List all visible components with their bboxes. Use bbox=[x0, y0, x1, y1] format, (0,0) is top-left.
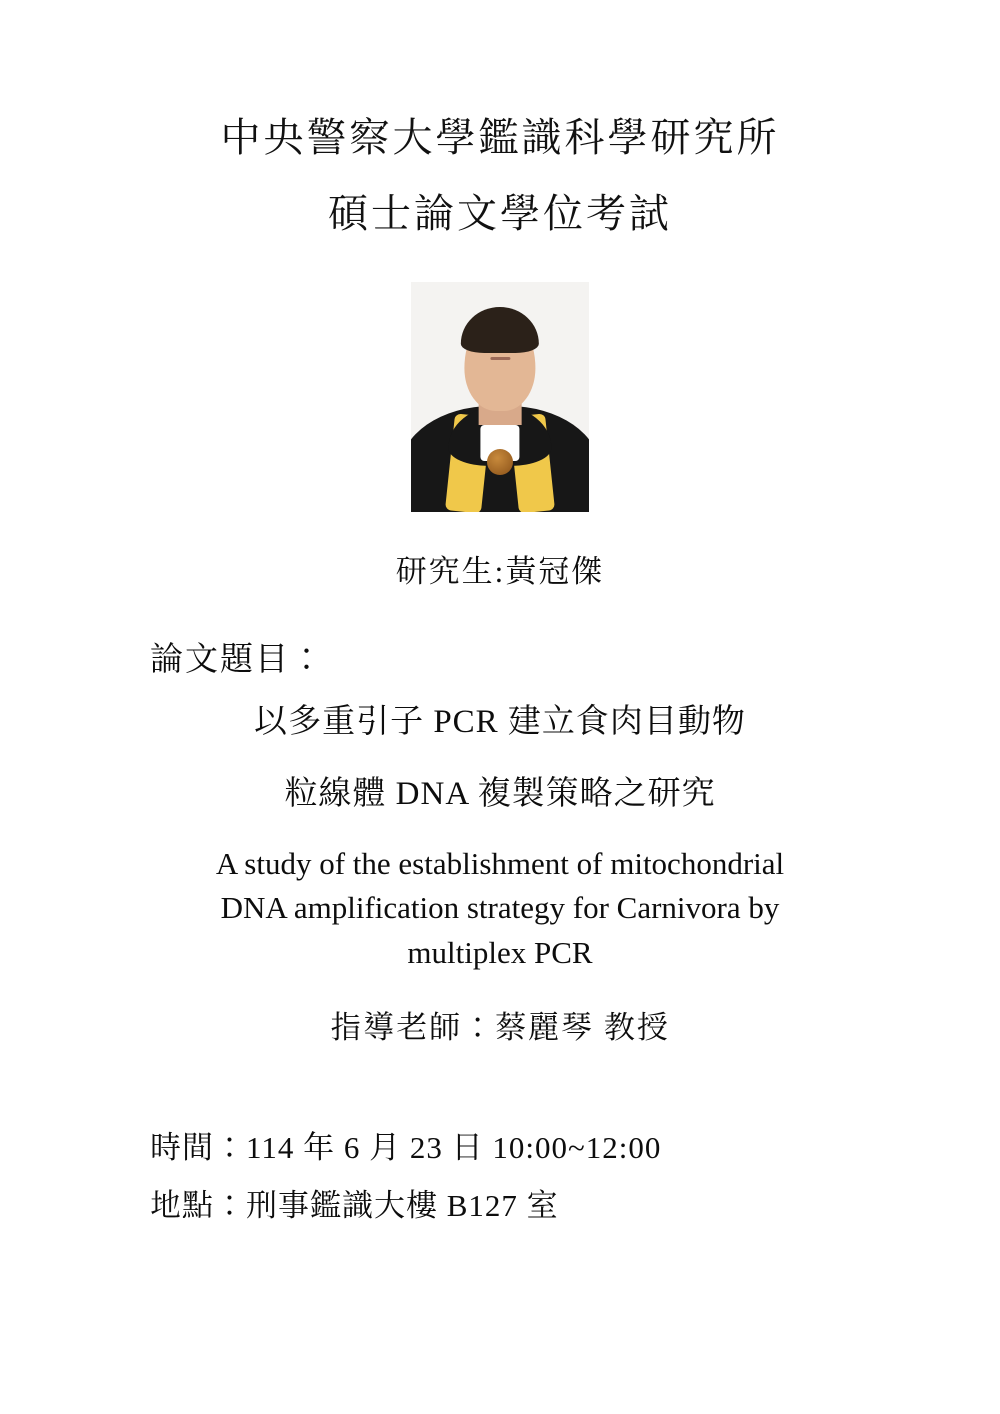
graduate-portrait-photo bbox=[411, 282, 589, 512]
medal-icon bbox=[487, 449, 513, 475]
event-time: 時間：114 年 6 月 23 日 10:00~12:00 bbox=[150, 1130, 662, 1166]
advisor-line: 指導老師：蔡麗琴 教授 bbox=[330, 1010, 670, 1046]
schedule-block bbox=[0, 1119, 1000, 1234]
thesis-title-en-line2: DNA amplification strategy for Carnivora by bbox=[220, 890, 780, 926]
thesis-title-en bbox=[0, 842, 1000, 977]
header bbox=[0, 0, 1000, 244]
thesis-title-en-line3: multiplex PCR bbox=[407, 935, 593, 971]
student-name: 研究生:黃冠傑 bbox=[395, 554, 605, 589]
mouth-shape bbox=[490, 357, 510, 360]
event-title: 碩士論文學位考試 bbox=[328, 191, 672, 236]
thesis-title-zh-line1: 以多重引子 PCR 建立食肉目動物 bbox=[254, 704, 746, 740]
institute-title: 中央警察大學鑑識科學研究所 bbox=[220, 115, 780, 160]
thesis-title-zh-line2: 粒線體 DNA 複製策略之研究 bbox=[284, 775, 716, 812]
thesis-title-en-line1: A study of the establishment of mitochondrial bbox=[215, 845, 785, 881]
portrait-container bbox=[0, 282, 1000, 512]
thesis-title-label: 論文題目： bbox=[150, 642, 325, 678]
event-location: 地點：刑事鑑識大樓 B127 室 bbox=[150, 1187, 559, 1223]
